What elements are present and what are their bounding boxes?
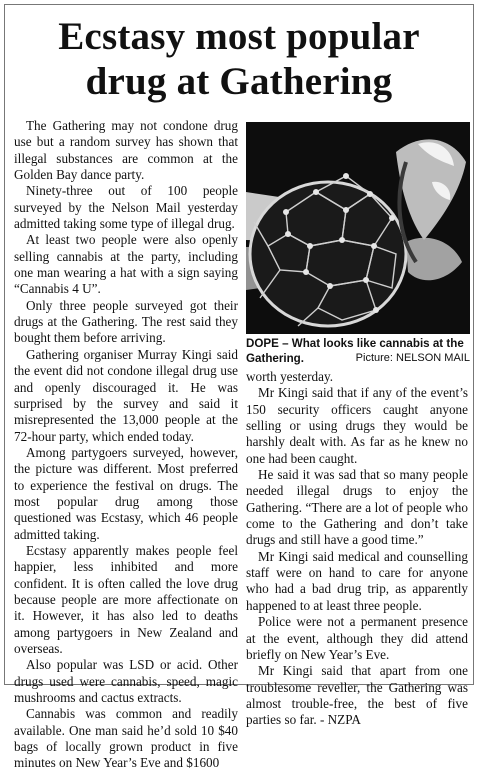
paragraph: Mr Kingi said medical and counselling staff were on hand to care for anyone who had a bad drug trip, as apparently happened to at least three people. (246, 548, 468, 613)
paragraph: Mr Kingi said that apart from one troublesome reveller, the Gathering was almost trouble-free, the best of five parties so far. - NZPA (246, 663, 468, 728)
news-photo (246, 122, 470, 334)
paragraph: The Gathering may not condone drug use but a random survey has shown that illegal substances are common at the Golden Bay dance party. (14, 118, 238, 183)
paragraph: Mr Kingi said that if any of the event’s 150 security officers caught anyone selling or using drugs they would be harshly dealt with. As far as he knew no one had been caught. (246, 385, 468, 466)
paragraph: worth yesterday. (246, 369, 334, 384)
headline-line-1: Ecstasy most popular (58, 15, 420, 58)
photo-credit: Picture: NELSON MAIL (355, 352, 470, 364)
paragraph: Only three people surveyed got their drugs at the Gathering. The rest said they bought them before arriving. (14, 297, 238, 346)
right-column (246, 369, 468, 729)
headline (0, 14, 478, 104)
paragraph: Ninety-three out of 100 people surveyed by the Nelson Mail yesterday admitted taking some type of illegal drug. (14, 183, 238, 232)
cannabis-hat-photo (246, 122, 470, 334)
photo-caption (246, 336, 470, 366)
paragraph: Police were not a permanent presence at the event, although they did attend briefly on New Year’s Eve. (246, 614, 468, 662)
paragraph: Also popular was LSD or acid. Other drugs used were cannabis, speed, magic mushrooms and cactus extracts. (14, 657, 238, 706)
paragraph: At least two people were also openly selling cannabis at the party, including one man wearing a hat with a sign saying “Cannabis 4 U”. (14, 232, 238, 297)
paragraph: Gathering organiser Murray Kingi said the event did not condone illegal drug use and openly discouraged it. He was surprised by the survey and said it misrepresented the 13,000 people at the 72-hour party, which ended today. (14, 346, 238, 444)
left-column (14, 118, 238, 772)
headline-line-2: drug at Gathering (85, 60, 393, 103)
paragraph: Ecstasy apparently makes people feel happier, less inhibited and more confident. It is often called the love drug because people are more affectionate on it. However, it has also led to deaths among partygoers in New Zealand and overseas. (14, 542, 238, 656)
paragraph: Cannabis was common and readily available. One man said he’d sold 10 $40 bags of locally grown product in five minutes on New Year’s Eve and $1600 (14, 706, 238, 771)
paragraph: Among partygoers surveyed, however, the picture was different. Most preferred to experience the festival on drugs. The most popular drug among those questioned was Ecstasy, which 46 people admitted taking. (14, 444, 238, 542)
caption-text: DOPE – What looks like cannabis at the Gathering. (246, 337, 464, 365)
paragraph: He said it was sad that so many people needed illegal drugs to enjoy the Gathering. “There are a lot of people who come to the Gathering and don’t take drugs and still have a good time.” (246, 467, 468, 548)
